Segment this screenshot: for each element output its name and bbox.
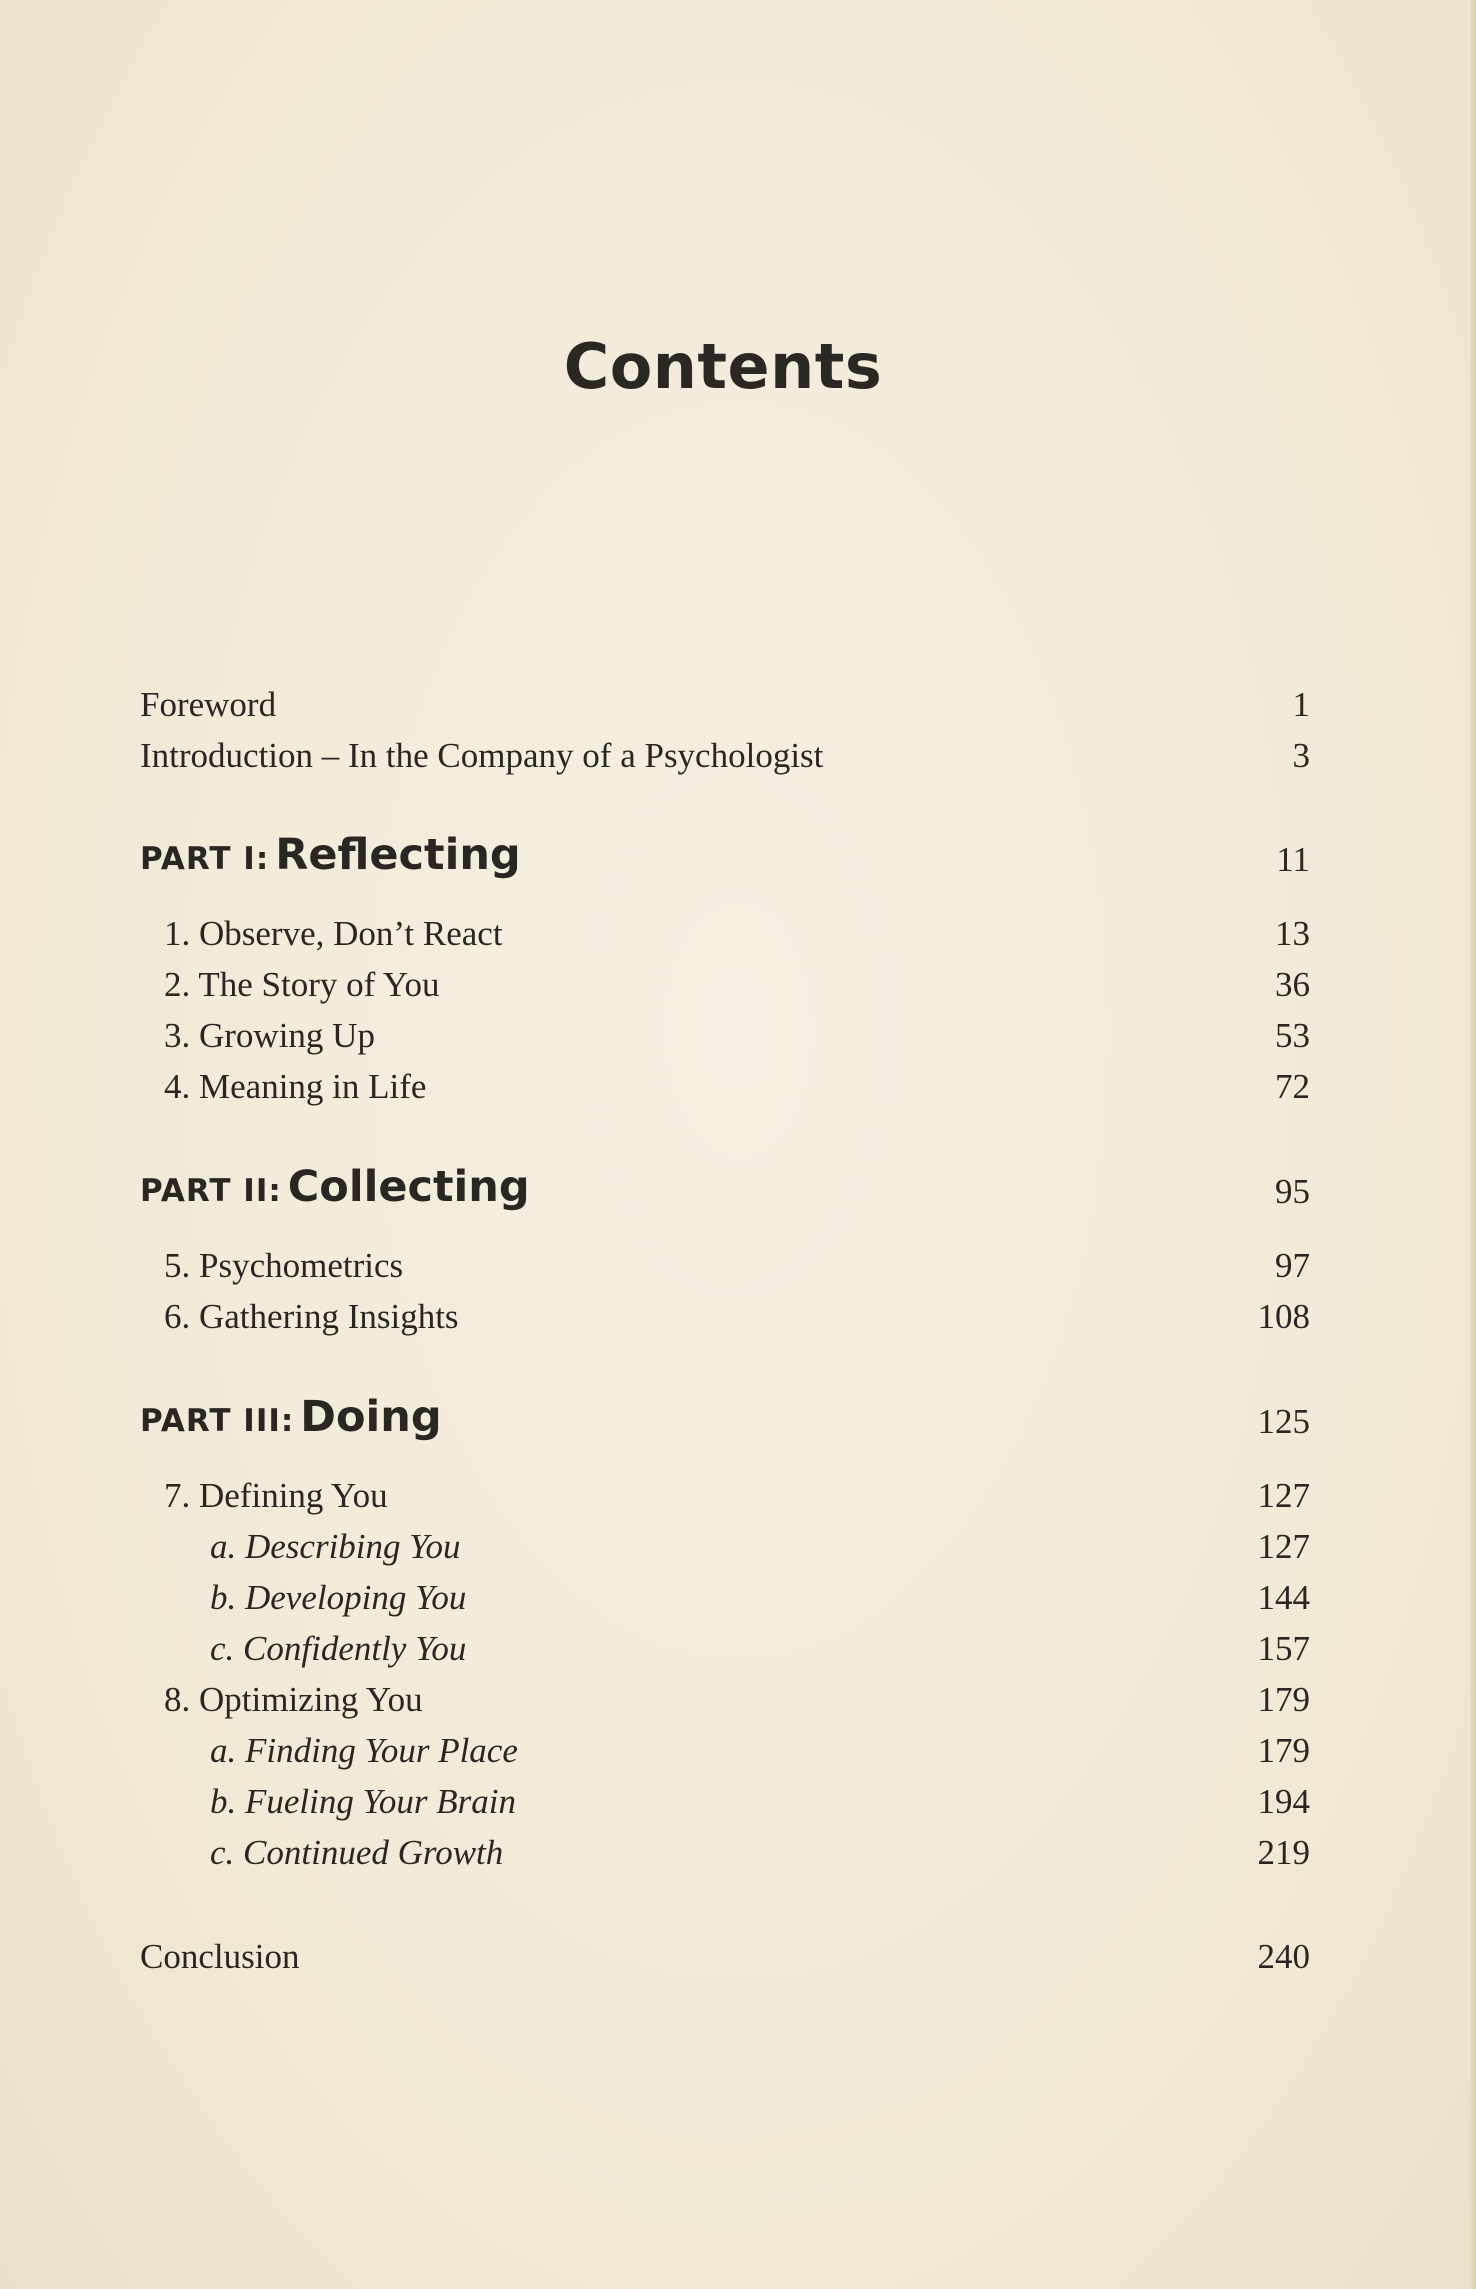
toc-page-number: 219 xyxy=(1257,1833,1310,1872)
part-heading xyxy=(140,830,521,880)
toc-entry-label: a. Describing You xyxy=(210,1527,461,1566)
toc-entry-label: c. Continued Growth xyxy=(210,1833,504,1872)
toc-entry-label: 3. Growing Up xyxy=(164,1016,375,1055)
part-prefix: PART I: xyxy=(140,841,270,877)
toc-page-number: 125 xyxy=(1257,1402,1310,1441)
toc-entry-label: 4. Meaning in Life xyxy=(164,1067,427,1106)
toc-entry-label: c. Confidently You xyxy=(210,1629,467,1668)
toc-page-number: 3 xyxy=(1292,736,1310,775)
toc-entry-label: Foreword xyxy=(140,685,277,724)
toc-page-number: 179 xyxy=(1257,1680,1310,1719)
toc-entry-label: Conclusion xyxy=(140,1937,300,1976)
toc-section xyxy=(140,1721,1310,1771)
toc-chapter xyxy=(140,1466,1310,1516)
toc-entry-label: Introduction – In the Company of a Psychologist xyxy=(140,736,824,775)
toc-entry-label: a. Finding Your Place xyxy=(210,1731,518,1770)
toc-chapter xyxy=(140,1006,1310,1056)
part-prefix: PART II: xyxy=(140,1173,282,1209)
part-heading xyxy=(140,1162,530,1212)
toc-entry-label: 6. Gathering Insights xyxy=(164,1297,459,1336)
toc-entry-label: 1. Observe, Don’t React xyxy=(164,914,503,953)
toc-entry-label: 5. Psychometrics xyxy=(164,1246,404,1285)
toc-chapter xyxy=(140,1236,1310,1286)
toc-section xyxy=(140,1619,1310,1669)
toc-page-number: 179 xyxy=(1257,1731,1310,1770)
toc-page-number: 53 xyxy=(1275,1016,1310,1055)
toc-page-number: 144 xyxy=(1257,1578,1310,1617)
toc-page-number: 97 xyxy=(1275,1246,1310,1285)
toc-page-number: 95 xyxy=(1275,1172,1310,1211)
toc-page-number: 11 xyxy=(1276,840,1310,879)
toc-chapter xyxy=(140,955,1310,1005)
toc-entry-label: 8. Optimizing You xyxy=(164,1680,423,1719)
toc-section xyxy=(140,1517,1310,1567)
toc-page-number: 157 xyxy=(1257,1629,1310,1668)
toc-section xyxy=(140,1568,1310,1618)
toc-entry-introduction xyxy=(140,726,1310,776)
toc-section xyxy=(140,1823,1310,1873)
toc-entry-label: 2. The Story of You xyxy=(164,965,440,1004)
part-name: Reflecting xyxy=(275,830,521,880)
toc-page-number: 240 xyxy=(1257,1937,1310,1976)
toc-page-number: 72 xyxy=(1275,1067,1310,1106)
toc-section xyxy=(140,1772,1310,1822)
toc-page-number: 1 xyxy=(1292,685,1310,724)
toc-part-3 xyxy=(140,1392,1310,1442)
page-title: Contents xyxy=(563,330,883,403)
toc-page-number: 36 xyxy=(1275,965,1310,1004)
toc-entry-label: b. Developing You xyxy=(210,1578,467,1617)
toc-page-number: 108 xyxy=(1257,1297,1310,1336)
toc-chapter xyxy=(140,904,1310,954)
toc-entry-conclusion xyxy=(140,1927,1310,1977)
toc-page-number: 127 xyxy=(1257,1476,1310,1515)
toc-chapter xyxy=(140,1287,1310,1337)
toc-entry-foreword xyxy=(140,675,1310,725)
part-prefix: PART III: xyxy=(140,1403,295,1439)
page-edge xyxy=(1470,0,1476,2289)
toc-page-number: 127 xyxy=(1257,1527,1310,1566)
toc-entry-label: 7. Defining You xyxy=(164,1476,388,1515)
toc-page-number: 194 xyxy=(1257,1782,1310,1821)
toc-part-1 xyxy=(140,830,1310,880)
toc-entry-label: b. Fueling Your Brain xyxy=(210,1782,516,1821)
toc-chapter xyxy=(140,1670,1310,1720)
part-name: Doing xyxy=(300,1392,442,1442)
toc-chapter xyxy=(140,1057,1310,1107)
toc-part-2 xyxy=(140,1162,1310,1212)
part-name: Collecting xyxy=(287,1162,530,1212)
part-heading xyxy=(140,1392,442,1442)
toc-page-number: 13 xyxy=(1275,914,1310,953)
